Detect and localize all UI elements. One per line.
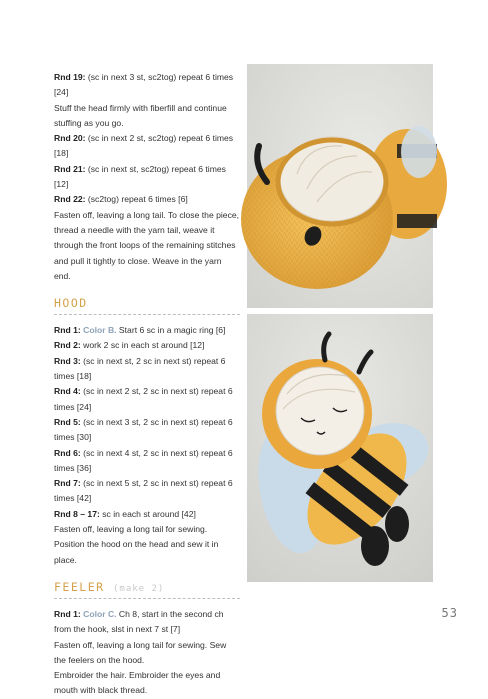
bee-head-illustration — [247, 64, 433, 308]
color-tag: Color B. — [83, 325, 117, 336]
instruction-row: Rnd 4: (sc in next 2 st, 2 sc in next st) repeat 6 times [24] — [54, 386, 233, 412]
bee-body-illustration — [247, 314, 433, 582]
feeler-subtitle: (make 2) — [112, 583, 165, 594]
instruction-row: Rnd 19: (sc in next 3 st, sc2tog) repeat 6 times [24] — [54, 72, 234, 98]
photo-bee-body — [247, 314, 433, 582]
page-number: 53 — [441, 606, 458, 620]
instruction-row: Embroider the hair. Embroider the eyes and mouth with black thread. — [54, 670, 221, 696]
photo-bee-head — [247, 64, 433, 308]
instruction-row: Rnd 8 – 17: sc in each st around [42] — [54, 508, 196, 519]
instruction-row: Stuff the head firmly with fiberfill and continue stuffing as you go. — [54, 102, 227, 128]
pattern-text-column — [54, 70, 240, 699]
instruction-row: Rnd 21: (sc in next st, sc2tog) repeat 6 times [12] — [54, 163, 226, 190]
instruction-row: Rnd 5: (sc in next 3 st, 2 sc in next st) repeat 6 times [30] — [54, 416, 233, 443]
instruction-row: Rnd 3: (sc in next st, 2 sc in next st) repeat 6 times [18] — [54, 355, 226, 382]
instruction-row: Rnd 7: (sc in next 5 st, 2 sc in next st) repeat 6 times [42] — [54, 478, 233, 504]
hood-heading: HOOD — [54, 296, 240, 315]
instruction-row: Rnd 6: (sc in next 4 st, 2 sc in next st) repeat 6 times [36] — [54, 447, 233, 473]
instruction-row: Rnd 20: (sc in next 2 st, sc2tog) repeat 6 times [18] — [54, 133, 234, 159]
hood-section — [54, 323, 240, 568]
instruction-row: Rnd 2: work 2 sc in each st around [12] — [54, 340, 205, 351]
color-tag: Color C. — [83, 608, 117, 619]
instruction-row: Rnd 22: (sc2tog) repeat 6 times [6] — [54, 194, 188, 205]
feeler-heading: FEELER (make 2) — [54, 580, 240, 599]
instruction-row: Fasten off, leaving a long tail for sewing. Position the hood on the head and sew it in place. — [54, 524, 219, 565]
instruction-row: Rnd 1: Color C. Ch 8, start in the second ch from the hook, slst in next 7 st [7] — [54, 608, 224, 635]
feeler-section — [54, 607, 240, 699]
instruction-row: Rnd 1: Color B. Start 6 sc in a magic ring [6] — [54, 325, 226, 336]
head-section — [54, 70, 240, 284]
instruction-row: Fasten off, leaving a long tail. To close the piece, thread a needle with the yarn tail, weave it through the front loops of the remaining stitches and pull it tightly to close. Weave in the yarn end. — [54, 209, 240, 281]
instruction-row: Fasten off, leaving a long tail for sewing. Sew the feelers on the hood. — [54, 639, 227, 665]
